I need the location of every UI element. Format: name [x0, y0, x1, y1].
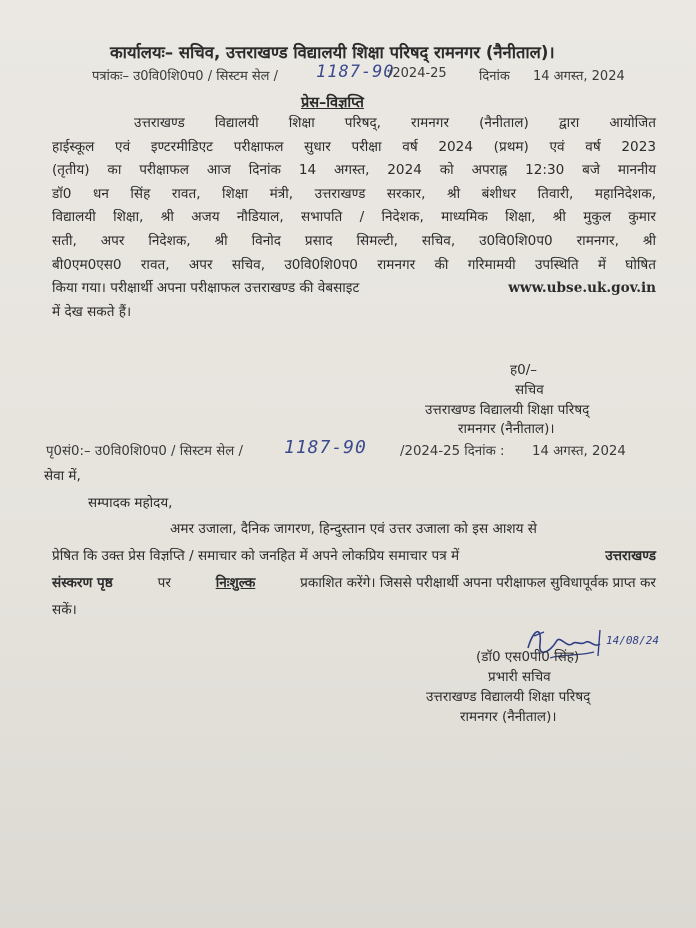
edition-page-text: संस्करण पृष्ठ — [52, 575, 113, 591]
signatory-1-org: उत्तराखण्ड विद्यालयी शिक्षा परिषद् — [425, 402, 590, 418]
signatory-2-place: रामनगर (नैनीताल)। — [460, 709, 557, 725]
endorsement-line-1 — [52, 516, 656, 543]
press-line-5: विद्यालयी शिक्षा, श्री अजय नौडियाल, सभापति / निदेशक, माध्यमिक शिक्षा, श्री मुकुल कुमार — [52, 209, 656, 226]
reference-number-handwritten: 1187-90 — [316, 62, 395, 82]
signatory-1-place: रामनगर (नैनीताल)। — [458, 421, 555, 437]
signed-mark: ह0/– — [510, 362, 538, 378]
endorsement-line-3-rest: प्रकाशित करेंगे। जिससे परीक्षार्थी अपना परीक्षाफल सुविधापूर्वक प्राप्त कर — [300, 575, 656, 591]
date-label: दिनांक — [479, 69, 510, 84]
signature-date: 14/08/24 — [606, 634, 659, 647]
endorsement-ref-year-date: /2024-25 दिनांक : — [400, 444, 505, 459]
endorsement-ref-number-handwritten: 1187-90 — [284, 437, 367, 458]
reference-prefix: पत्रांकः– उ0वि0शि0प0 / सिस्टम सेल / — [92, 69, 278, 84]
signatory-2-name: (डॉ0 एस0पी0 सिंह) — [476, 649, 580, 665]
press-release-title: प्रेस–विज्ञप्ति — [301, 95, 364, 111]
press-line-6: सती, अपर निदेशक, श्री विनोद प्रसाद सिमल्टी, सचिव, उ0वि0शि0प0 रामनगर, श्री — [52, 232, 656, 249]
press-line-1: उत्तराखण्ड विद्यालयी शिक्षा परिषद्, रामनगर (नैनीताल) द्वारा आयोजित — [134, 115, 656, 131]
endorsement-line-3 — [52, 570, 656, 597]
press-line-2: हाईस्कूल एवं इण्टरमीडिएट परीक्षाफल सुधार परीक्षा वर्ष 2024 (प्रथम) एवं वर्ष 2023 — [52, 138, 656, 155]
press-line-3: (तृतीय) का परीक्षाफल आज दिनांक 14 अगस्त, 2024 को अपराह्न 12:30 बजे माननीय — [52, 162, 656, 179]
press-line-4: डॉ0 धन सिंह रावत, शिक्षा मंत्री, उत्तराखण्ड सरकार, श्री बंशीधर तिवारी, महानिदेशक, — [52, 185, 656, 202]
reference-year: /2024-25 — [388, 66, 447, 81]
free-of-charge-text: निःशुल्क — [215, 575, 256, 591]
signatory-1-designation: सचिव — [515, 382, 544, 398]
website-link: www.ubse.uk.gov.in — [508, 280, 656, 297]
endorsement-line-1-text: अमर उजाला, दैनिक जागरण, हिन्दुस्तान एवं उत्तर उजाला को इस आशय से — [170, 521, 537, 537]
endorsement-line-2 — [52, 543, 656, 570]
salutation: सम्पादक महोदय, — [88, 495, 173, 511]
press-line-7: बी0एम0एस0 रावत, अपर सचिव, उ0वि0शि0प0 रामनगर की गरिमामयी उपस्थिति में घोषित — [52, 256, 656, 273]
endorsement-line-2-text: प्रेषित कि उक्त प्रेस विज्ञप्ति / समाचार को जनहित में अपने लोकप्रिय समाचार पत्र में — [52, 548, 460, 564]
endorsement-line-4: सकें। — [52, 602, 77, 618]
date-value: 14 अगस्त, 2024 — [533, 69, 625, 84]
press-line-8-text: किया गया। परीक्षार्थी अपना परीक्षाफल उत्तराखण्ड की वेबसाइट — [52, 280, 360, 297]
press-line-9: में देख सकते हैं। — [52, 303, 132, 320]
endorsement-body — [52, 516, 656, 624]
to-line: सेवा में, — [44, 468, 81, 484]
edition-highlight: उत्तराखण्ड — [605, 548, 656, 564]
endorsement-date-value: 14 अगस्त, 2024 — [532, 444, 626, 459]
signatory-2-org: उत्तराखण्ड विद्यालयी शिक्षा परिषद् — [426, 689, 591, 705]
endorsement-ref-prefix: पृ0सं0:– उ0वि0शि0प0 / सिस्टम सेल / — [46, 444, 243, 459]
endorsement-line-3-par: पर — [157, 575, 171, 591]
signatory-2-designation: प्रभारी सचिव — [488, 669, 551, 685]
press-line-8 — [52, 277, 656, 301]
office-heading: कार्यालयः– सचिव, उत्तराखण्ड विद्यालयी शिक्षा परिषद् रामनगर (नैनीताल)। — [110, 43, 555, 62]
press-release-body — [52, 112, 656, 324]
